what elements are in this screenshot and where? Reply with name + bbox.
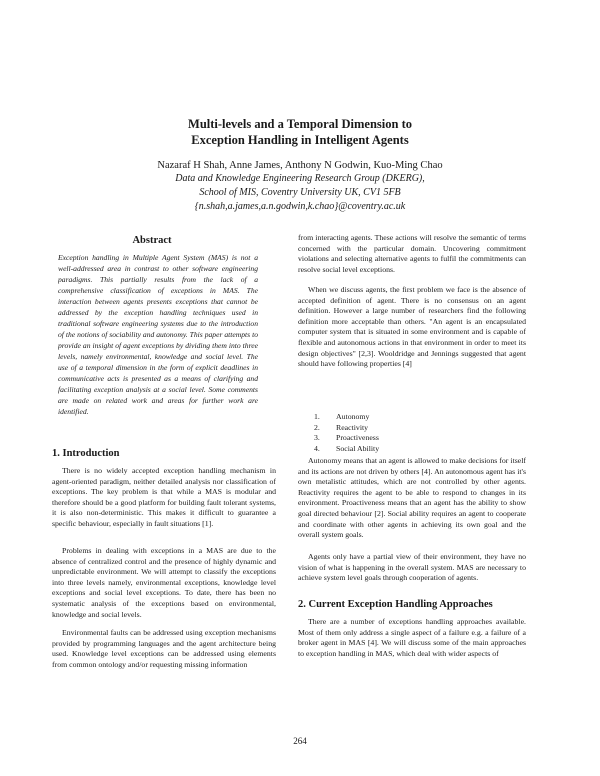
right-paragraph-4: Agents only have a partial view of their environment, they have no vision of what is happening in the overall system. MAS are necessary to achieve system level goals through cooperation of agents. xyxy=(298,552,526,583)
list-item-number: 3. xyxy=(314,433,320,443)
list-item xyxy=(314,433,514,444)
list-item xyxy=(314,444,514,455)
right-paragraph-2: When we discuss agents, the first problem we face is the absence of accepted definition of agent. There is no consensus on an agent definition. However a large number of researchers find the following definition more acceptable than others. "An agent is an encapsulated computer system that is situated in some environment and is capable of flexible and autonomous actions in that environment in order to meet its design objectives" [2,3]. Wooldridge and Jennings suggested that agent should have following properties [4] xyxy=(298,285,526,369)
paper-title-line1: Multi-levels and a Temporal Dimension to xyxy=(188,117,412,131)
list-item-number: 2. xyxy=(314,422,320,432)
author-emails: {n.shah,a.james,a.n.godwin,k.chao}@coventry.ac.uk xyxy=(194,201,406,212)
list-item-number: 1. xyxy=(314,412,320,421)
list-item-number: 4. xyxy=(314,443,320,453)
list-item xyxy=(314,412,514,423)
list-item-label: Reactivity xyxy=(336,422,369,432)
right-paragraph-1: from interacting agents. These actions will resolve the semantic of terms concerned with the particular domain. Uncovering commitment violations and selecting alternative agents to fulfil the commitments can resolve social level exceptions. xyxy=(298,233,526,274)
section-exception-handling-heading: 2. Current Exception Handling Approaches xyxy=(298,599,493,610)
affiliation-school: School of MIS, Coventry University UK, CV1 5FB xyxy=(199,187,401,198)
right-paragraph-3: Autonomy means that an agent is allowed to make decisions for itself and its actions are not driven by others [4]. An autonomous agent has it's own metalistic attitudes, which are not controlled by other agents. Reactivity requires the agent to be able to respond to changes in its environment. Proactiveness means that an agent has the ability to show goal directed behaviour [2]. Social ability requires an agent to cooperate and coordinate with other agents in achieving its own goal and the overall system goals. xyxy=(298,456,526,540)
agent-properties-list xyxy=(314,412,514,454)
section2-paragraph-1: There are a number of exceptions handling approaches available. Most of them only address a single aspect of a failure e.g. a failure of a broker agent in MAS [4]. We will discuss some of the main approaches to exception handling in MAS, which deal with wider aspects of xyxy=(298,617,526,658)
intro-paragraph-1: There is no widely accepted exception handling mechanism in agent-oriented paradigm, neither detailed analysis nor classification of exceptions. The key problem is that while a MAS is modular and therefore should be a good platform for building fault tolerant systems, it is also non-deterministic. This makes it difficult to guarantee a specific behaviour, especially in fault situations [1]. xyxy=(52,466,276,528)
affiliation-group: Data and Knowledge Engineering Research Group (DKERG), xyxy=(175,173,425,184)
abstract-text: Exception handling in Multiple Agent System (MAS) is not a well-addressed area in contrast to other software engineering paradigms. This partially results from the lack of a comprehensive classification of exceptions in MAS. The interaction between agents presents exceptions that cannot be addressed by the exception handling techniques used in traditional software engineering systems due to the introduction of the notions of sociability and autonomy. This paper attempts to provide an insight of agent exceptions by dividing them into three levels, namely environmental, knowledge and social level. The use of a temporal dimension in the form of explicit deadlines in communicative acts is presented as a means of clarifying and facilitating exception analysis at a social level. Some comments are made on related work and areas for further work are identified. xyxy=(58,253,258,416)
list-item-label: Social Ability xyxy=(336,443,380,453)
abstract-heading: Abstract xyxy=(132,235,172,246)
section-introduction-heading: 1. Introduction xyxy=(52,448,120,459)
paper-title-line2: Exception Handling in Intelligent Agents xyxy=(191,133,409,147)
page-number: 264 xyxy=(293,736,307,746)
author-list: Nazaraf H Shah, Anne James, Anthony N Godwin, Kuo-Ming Chao xyxy=(157,160,443,171)
list-item-label: Autonomy xyxy=(336,412,370,421)
intro-paragraph-3: Environmental faults can be addressed using exception mechanisms provided by programming languages and the agent architecture being used. Knowledge level exceptions can be addressed using elements from common ontology and/or requesting missing information xyxy=(52,628,276,669)
list-item-label: Proactiveness xyxy=(336,433,379,443)
intro-paragraph-2: Problems in dealing with exceptions in a MAS are due to the absence of centralized control and the presence of highly dynamic and unpredictable environment. We will attempt to classify the exceptions into three levels namely, environmental exceptions, knowledge level exceptions and social level exceptions. To date, there has been no systematic analysis of the exceptions based on environmental, knowledge and social levels. xyxy=(52,546,276,619)
list-item xyxy=(314,423,514,434)
